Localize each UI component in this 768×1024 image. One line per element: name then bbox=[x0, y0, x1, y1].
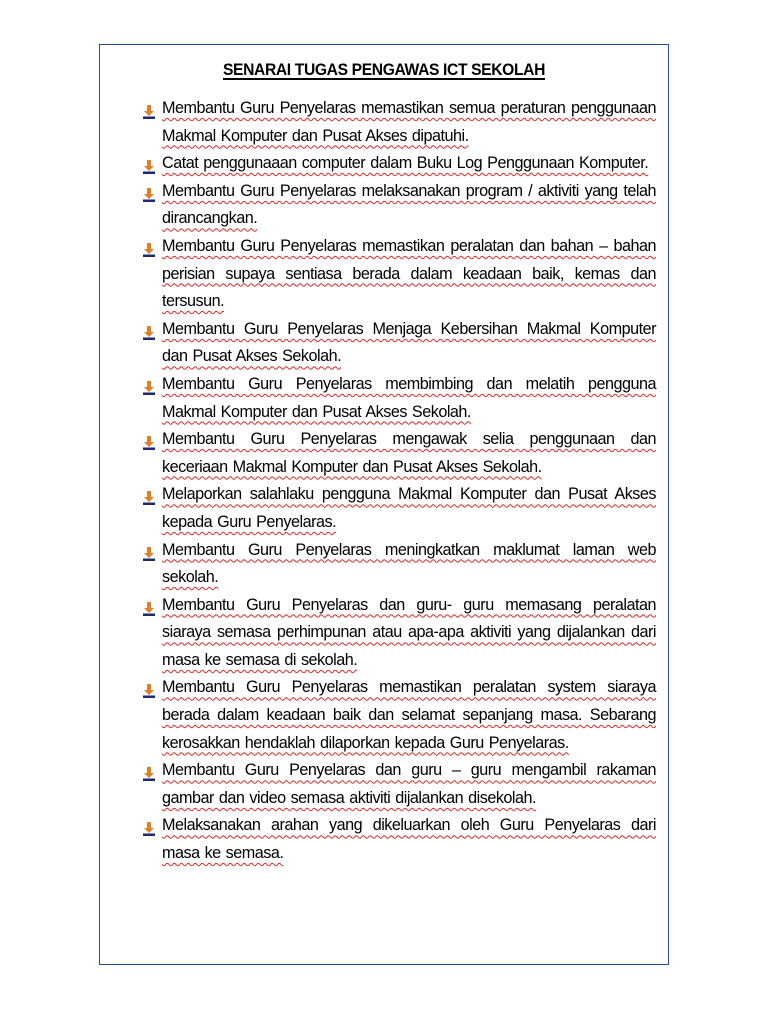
list-item-text: Membantu Guru Penyelaras Menjaga Kebersihan Makmal Komputer dan Pusat Akses Sekolah. bbox=[162, 319, 656, 366]
list-item bbox=[140, 178, 656, 233]
down-arrow-icon bbox=[142, 432, 156, 446]
list-item-text: Membantu Guru Penyelaras membimbing dan melatih pengguna Makmal Komputer dan Pusat Akses Sekolah. bbox=[162, 374, 656, 421]
list-item bbox=[140, 371, 656, 426]
list-item bbox=[140, 674, 656, 757]
list-item bbox=[140, 537, 656, 592]
down-arrow-icon bbox=[142, 377, 156, 391]
list-item-text: Membantu Guru Penyelaras dan guru – guru mengambil rakaman gambar dan video semasa aktiviti dijalankan disekolah. bbox=[162, 761, 656, 807]
list-item bbox=[140, 150, 656, 178]
list-item bbox=[140, 812, 656, 867]
list-item bbox=[140, 481, 656, 536]
down-arrow-icon bbox=[142, 322, 156, 336]
list-item-text: Melaporkan salahlaku pengguna Makmal Komputer dan Pusat Akses kepada Guru Penyelaras. bbox=[162, 485, 656, 531]
down-arrow-icon bbox=[142, 101, 156, 115]
list-item-text: Membantu Guru Penyelaras memastikan peralatan dan bahan – bahan perisian supaya sentiasa berada dalam keadaan baik, kemas dan tersusun. bbox=[162, 236, 656, 311]
list-item-text: Melaksanakan arahan yang dikeluarkan oleh Guru Penyelaras dari masa ke semasa. bbox=[162, 816, 656, 863]
down-arrow-icon bbox=[142, 156, 156, 170]
down-arrow-icon bbox=[142, 763, 156, 777]
list-item bbox=[140, 592, 656, 675]
list-item bbox=[140, 95, 656, 150]
list-item bbox=[140, 426, 656, 481]
list-item-text: Membantu Guru Penyelaras mengawak selia penggunaan dan keceriaan Makmal Komputer dan Pusat Akses Sekolah. bbox=[162, 430, 656, 476]
down-arrow-icon bbox=[142, 680, 156, 694]
down-arrow-icon bbox=[142, 818, 156, 832]
list-item-text: Membantu Guru Penyelaras memastikan semua peraturan penggunaan Makmal Komputer dan Pusat Akses dipatuhi. bbox=[162, 99, 656, 145]
list-item-text: Membantu Guru Penyelaras memastikan peralatan system siaraya berada dalam keadaan baik dan selamat sepanjang masa. Sebarang kerosakkan hendaklah dilaporkan kepada Guru Penyelaras. bbox=[162, 678, 656, 752]
down-arrow-icon bbox=[142, 184, 156, 198]
down-arrow-icon bbox=[142, 487, 156, 501]
down-arrow-icon bbox=[142, 239, 156, 253]
list-item bbox=[140, 316, 656, 371]
list-item bbox=[140, 233, 656, 316]
duty-list bbox=[140, 95, 656, 868]
list-item-text: Membantu Guru Penyelaras meningkatkan maklumat laman web sekolah. bbox=[162, 540, 656, 587]
document-title: SENARAI TUGAS PENGAWAS ICT SEKOLAH bbox=[222, 60, 546, 79]
list-item-text: Membantu Guru Penyelaras melaksanakan program / aktiviti yang telah dirancangkan. bbox=[162, 181, 656, 228]
list-item-text: Catat penggunaaan computer dalam Buku Log Penggunaan Komputer. bbox=[162, 154, 649, 173]
list-item bbox=[140, 757, 656, 812]
list-item-text: Membantu Guru Penyelaras dan guru- guru memasang peralatan siaraya semasa perhimpunan atau apa-apa aktiviti yang dijalankan dari masa ke semasa di sekolah. bbox=[162, 595, 656, 669]
document-frame bbox=[99, 44, 669, 965]
down-arrow-icon bbox=[142, 598, 156, 612]
down-arrow-icon bbox=[142, 543, 156, 557]
